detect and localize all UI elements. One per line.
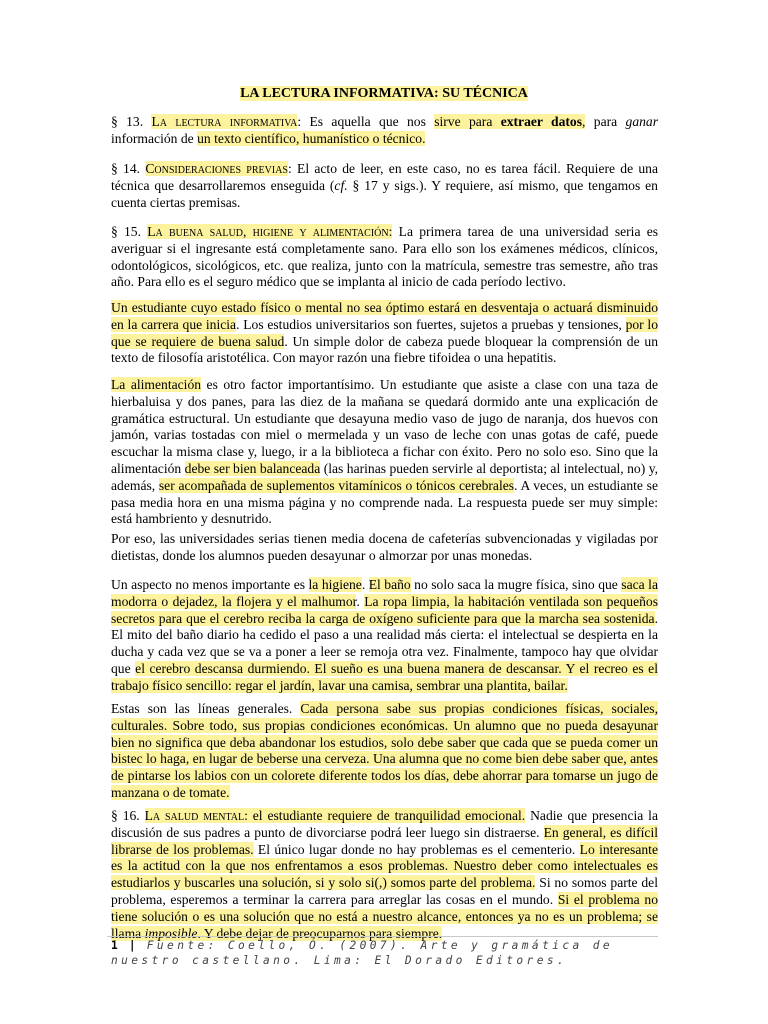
paragraph-16 [111,808,658,942]
paragraph-15 [111,224,658,291]
text-run: imposible [144,925,198,941]
text-run: El baño [368,577,411,592]
document-title [0,85,768,103]
text-run: sirve para [434,114,501,129]
text-run: Cada persona sabe sus propias condiciones físicas, sociales, culturales. Sobre todo, sus propias condiciones económicas. Un alumno que no pueda desayunar bien no significa que deba abandonar los estudios, solo debe saber que cada que se pueda comer un bistec lo haga, en lugar de beberse una cerveza. Una alumna que no come bien debe saber que, antes de pintarse los labios con un colorete diferente todos los días, debe ahorrar para tomarse un jugo de manzana o de tomate. [111,701,658,800]
text-run: (las harinas pueden servirle al deportista; al intelectual, no) y, además, [111,460,659,493]
document-title-text: LA LECTURA INFORMATIVA: SU TÉCNICA [240,86,528,101]
text-run: La primera tarea de una universidad seria es averiguar si el ingresante está completamente sano. Para ello son los exámenes médicos, clínicos, odontológicos, sicológicos, etc. que realiza, junto con la matrícula, semestre tras semestre, año tras año. Para ello es el seguro médico que se implanta al inicio de cada período lectivo. [111,224,659,290]
text-run: . [361,577,369,592]
text-run: es otro factor importantísimo. Un estudiante que asiste a clase con una taza de hierbaluisa y dos panes, para las diez de la mañana se quedará dormido ante una explicación de gramática estructural. Un estudiante que desayuna medio vaso de jugo de naranja, dos huevos con jamón, varias tostadas con miel o mermelada y un vaso de leche con unas gotas de café, puede escuchar la misma clase y, luego, ir a la biblioteca a fichar con éxito. Pero no solo eso. Sino que la alimentación [111,377,658,476]
text-run: La salud mental [144,808,245,823]
text-run: § 16. [111,808,145,823]
paragraph-hygiene [111,577,658,695]
footer-divider [107,936,658,937]
text-run: extraer datos [500,114,583,129]
text-run: . Y debe dejar de preocuparnos para siempre. [197,925,443,941]
text-run: El único lugar donde no hay problemas es el cementerio. [253,841,580,857]
text-run: : El acto de leer, en este caso, no es tarea fácil. Requiere de una técnica que desarrollaremos enseguida ( [111,161,659,193]
text-run: un texto científico, humanístico o técnico. [197,130,426,146]
text-run: § 15. [111,224,148,239]
text-run: . Los estudios universitarios son fuertes, sujetos a pruebas y tensiones, [236,316,626,332]
text-run: La ropa limpia, la habitación ventilada son pequeños secretos para que el cerebro reciba la carga de oxígeno suficiente para que la marcha sea sostenida [111,593,658,626]
paragraph-general-lines [111,701,658,802]
text-run: : Es aquella que nos [297,114,435,129]
text-run: saca la modorra o dejadez, la flojera y el malhumor [111,577,658,609]
text-run: En general, es difícil librarse de los problemas. [111,824,659,857]
page-number: 1 [111,939,119,952]
source-citation: Fuente: Coello, Ó. (2007). Arte y gramática de nuestro castellano. Lima: El Dorado Editores. [111,939,614,967]
text-run: Estas son las líneas generales. [111,701,301,716]
text-run: La buena salud, higiene y alimentación: [147,224,393,239]
text-run: por lo que se requiere de buena salud [111,316,658,349]
text-run: el cerebro descansa durmiendo. El sueño es una buena manera de descansar. Y el recreo es el trabajo físico sencillo: regar el jardín, lavar una camisa, sembrar una plantita, bailar. [111,660,658,693]
paragraph-14 [111,161,658,211]
text-run: . A veces, un estudiante se pasa media hora en una misma página y no comprende nada. La respuesta puede ser muy simple: está hambriento y desnutrido. [111,477,658,527]
text-run: § 13. [111,114,152,129]
text-run: debe ser bien balanceada [184,460,321,476]
text-run: Consideraciones previas [145,161,288,176]
text-run: para [585,114,626,129]
text-run: Por eso, las universidades serias tienen media docena de cafeterías subvencionadas y vigiladas por dietistas, donde los alumnos pueden desayunar o almorzar por unas monedas. [111,531,658,563]
text-run: . Un simple dolor de cabeza puede bloquear la comprensión de un texto de filosofía aristotélica. Con mayor razón una fiebre tifoidea o una hepatitis. [111,333,658,366]
paragraph-nutrition [111,377,658,528]
text-run: : el estudiante requiere de tranquilidad emocional. [244,808,526,823]
text-run: Si no somos parte del problema, esperemos a terminar la carrera para arreglar las cosas en el mundo. [111,875,658,907]
text-run: La alimentación [111,377,202,392]
text-run: cf. [334,177,348,193]
text-run: Nadie que presencia la discusión de sus padres a punto de divorciarse podrá leer luego sin distraerse. [111,808,658,840]
text-run: ganar [625,114,658,129]
text-run: Un estudiante cuyo estado físico o mental no sea óptimo estará en desventaja o actuará disminuido en la carrera que inicia [111,300,658,332]
text-run: Si el problema no tiene solución o es una solución que no está a nuestro alcance, entonces ya no es un problema; se llama [111,891,658,941]
paragraph-13 [111,114,658,148]
text-run: La lectura informativa [151,114,298,129]
footer-separator: | [128,939,137,952]
text-run: no solo saca la mugre física, sino que [410,577,622,592]
text-run: § 17 y sigs.). Y requiere, así mismo, que tengamos en cuenta ciertas premisas. [111,177,658,210]
text-run: información de [111,130,198,146]
text-run: . [356,593,365,609]
paragraph-health [111,300,658,367]
text-run: Un aspecto no menos importante es [111,577,309,592]
paragraph-cafeterias [111,531,658,565]
page-footer [111,938,671,968]
text-run: la higiene [308,577,362,592]
text-run: , [582,114,586,129]
text-run: § 14. [111,161,146,176]
text-run: ser acompañada de suplementos vitamínicos o tónicos cerebrales [158,477,515,493]
text-run: Lo interesante es la actitud con la que nos enfrentamos a esos problemas. Nuestro deber como intelectuales es estudiarlos y buscarles una solución, si y solo si(,) somos parte del problema. [111,841,658,891]
text-run: . El mito del baño diario ha cedido el paso a una realidad más cierta: el intelectual se despierta en la ducha y cada vez que se va a poner a leer se remoja otra vez. Finalmente, tampoco hay que olvidar que [111,610,658,676]
